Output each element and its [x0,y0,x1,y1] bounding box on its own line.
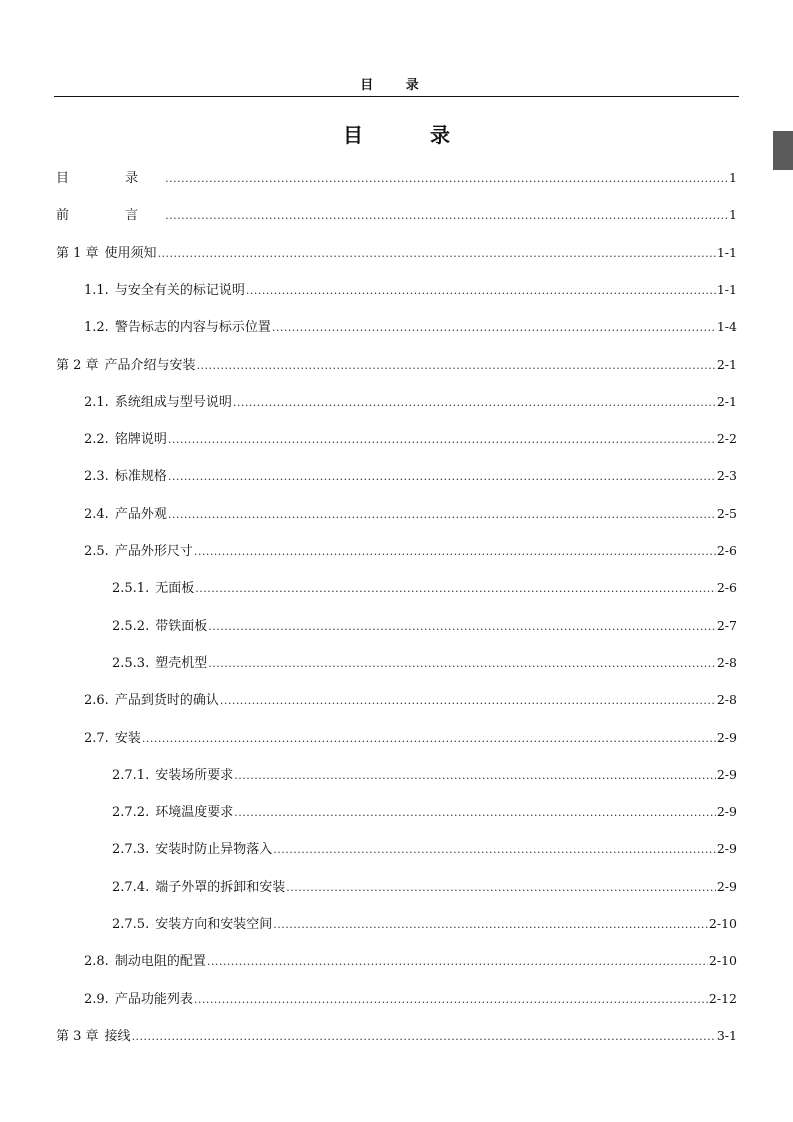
toc-entry-number: 2.8. [84,954,109,969]
dot-leader [273,916,708,934]
dot-leader [195,580,716,598]
toc-entry-number: 2.4. [84,507,109,522]
dot-leader [158,245,716,263]
toc-entry-page: 1-4 [716,319,737,334]
toc-entry[interactable] [112,878,737,896]
toc-entry-number: 2.9. [84,992,109,1007]
toc-entry-title: 标准规格 [114,469,167,484]
dot-leader [142,730,716,748]
toc-entry-page: 2-9 [716,879,737,894]
dot-leader [220,692,716,710]
toc-entry[interactable] [56,206,737,224]
toc-entry[interactable] [84,318,737,336]
dot-leader [168,506,716,524]
toc-entry-number: 2.3. [84,469,109,484]
toc-entry-page: 2-6 [716,543,737,558]
toc-entry[interactable] [112,654,737,672]
toc-entry[interactable] [84,691,737,709]
toc-entry-number: 2.7.4. [112,880,150,895]
toc-entry-page: 2-1 [716,394,737,409]
toc-entry-page: 2-8 [716,692,737,707]
toc-entry-page: 2-2 [716,431,737,446]
toc-entry-page: 1-1 [716,282,737,297]
toc-entry-page: 2-10 [708,916,737,931]
toc-entry-title: 产品功能列表 [114,992,193,1007]
dot-leader [272,319,716,337]
toc-entry[interactable] [112,915,737,933]
dot-leader [233,394,716,412]
toc-entry[interactable] [112,803,737,821]
dot-leader [168,431,716,449]
toc-entry-number: 2.5. [84,544,109,559]
running-header-title: 目 录 [360,78,433,93]
dot-leader [132,1028,716,1046]
toc-entry-number: 1.2. [84,320,109,335]
toc-entry-number: 1.1. [84,283,109,298]
toc-entry-page: 2-1 [716,357,737,372]
dot-leader [165,170,728,188]
toc-entry-number: 第 3 章 [56,1029,99,1044]
toc-entry-page: 3-1 [716,1028,737,1043]
toc-entry-title: 产品外观 [114,507,167,522]
toc-entry[interactable] [56,244,737,262]
toc-entry-title: 使用须知 [104,246,157,261]
toc-entry[interactable] [112,840,737,858]
toc-entry-title: 环境温度要求 [155,805,234,820]
toc-entry-number: 2.7.1. [112,768,150,783]
dot-leader [208,655,716,673]
toc-entry-page: 1-1 [716,245,737,260]
toc-entry[interactable] [84,990,737,1008]
toc-entry-page: 2-6 [716,580,737,595]
toc-entry-title: 系统组成与型号说明 [114,395,232,410]
dot-leader [286,879,716,897]
toc-entry[interactable] [84,430,737,448]
toc-entry-number: 第 2 章 [56,358,99,373]
dot-leader [165,207,728,225]
dot-leader [246,282,716,300]
toc-entry-title: 前 言 [56,208,165,223]
toc-entry[interactable] [112,579,737,597]
toc-entry-title: 接线 [104,1029,131,1044]
toc-entry[interactable] [56,169,737,187]
toc-entry-number: 2.5.3. [112,656,150,671]
toc-entry-number: 2.5.1. [112,581,150,596]
toc-entry-title: 制动电阻的配置 [114,954,206,969]
toc-entry-page: 1 [729,207,737,222]
dot-leader [234,767,716,785]
toc-entry[interactable] [84,467,737,485]
toc-entry-title: 带铁面板 [155,619,208,634]
toc-entry-title: 产品外形尺寸 [114,544,193,559]
toc-entry-number: 2.5.2. [112,619,150,634]
toc-entry-number: 2.7. [84,731,109,746]
toc-entry-page: 2-7 [716,618,737,633]
toc-entry-number: 2.7.3. [112,842,150,857]
toc-entry-page: 2-3 [716,468,737,483]
toc-entry-number: 2.7.2. [112,805,150,820]
dot-leader [273,841,716,859]
toc-entry-title: 铭牌说明 [114,432,167,447]
toc-entry[interactable] [84,729,737,747]
toc-entry[interactable] [56,1027,737,1045]
toc-entry-title: 产品到货时的确认 [114,693,219,708]
toc-entry[interactable] [84,505,737,523]
toc-entry[interactable] [56,356,737,374]
toc-entry[interactable] [84,281,737,299]
toc-entry[interactable] [84,393,737,411]
dot-leader [197,357,716,375]
toc-entry-number: 2.6. [84,693,109,708]
dot-leader [194,991,708,1009]
toc-entry-title: 安装方向和安装空间 [155,917,273,932]
toc-entry-title: 安装场所要求 [155,768,234,783]
toc-title: 目 录 [343,123,480,147]
toc-entry-title: 目 录 [56,171,165,186]
toc-entry-title: 安装时防止异物落入 [155,842,273,857]
toc-entry-title: 产品介绍与安装 [104,358,196,373]
toc-entry[interactable] [84,542,737,560]
toc-entry-page: 2-8 [716,655,737,670]
toc-entry-page: 2-9 [716,767,737,782]
toc-entry-title: 与安全有关的标记说明 [114,283,245,298]
dot-leader [194,543,716,561]
toc-entry-page: 2-9 [716,730,737,745]
toc-entry-page: 2-9 [716,804,737,819]
dot-leader [207,953,708,971]
toc-entry-page: 2-12 [708,991,737,1006]
dot-leader [234,804,716,822]
dot-leader [208,618,716,636]
toc-entry-number: 2.1. [84,395,109,410]
toc-entry[interactable] [112,617,737,635]
toc-entry-number: 2.7.5. [112,917,150,932]
toc-entry-page: 1 [729,170,737,185]
toc-entry[interactable] [112,766,737,784]
toc-entry-number: 2.2. [84,432,109,447]
toc-entry[interactable] [84,952,737,970]
toc-entry-page: 2-5 [716,506,737,521]
toc-entry-page: 2-10 [708,953,737,968]
toc-entry-title: 端子外罩的拆卸和安装 [155,880,286,895]
dot-leader [168,468,716,486]
toc-entry-number: 第 1 章 [56,246,99,261]
toc-entry-title: 安装 [114,731,141,746]
toc-entry-page: 2-9 [716,841,737,856]
toc-entry-title: 无面板 [155,581,195,596]
toc-entry-title: 塑壳机型 [155,656,208,671]
toc-entry-title: 警告标志的内容与标示位置 [114,320,271,335]
